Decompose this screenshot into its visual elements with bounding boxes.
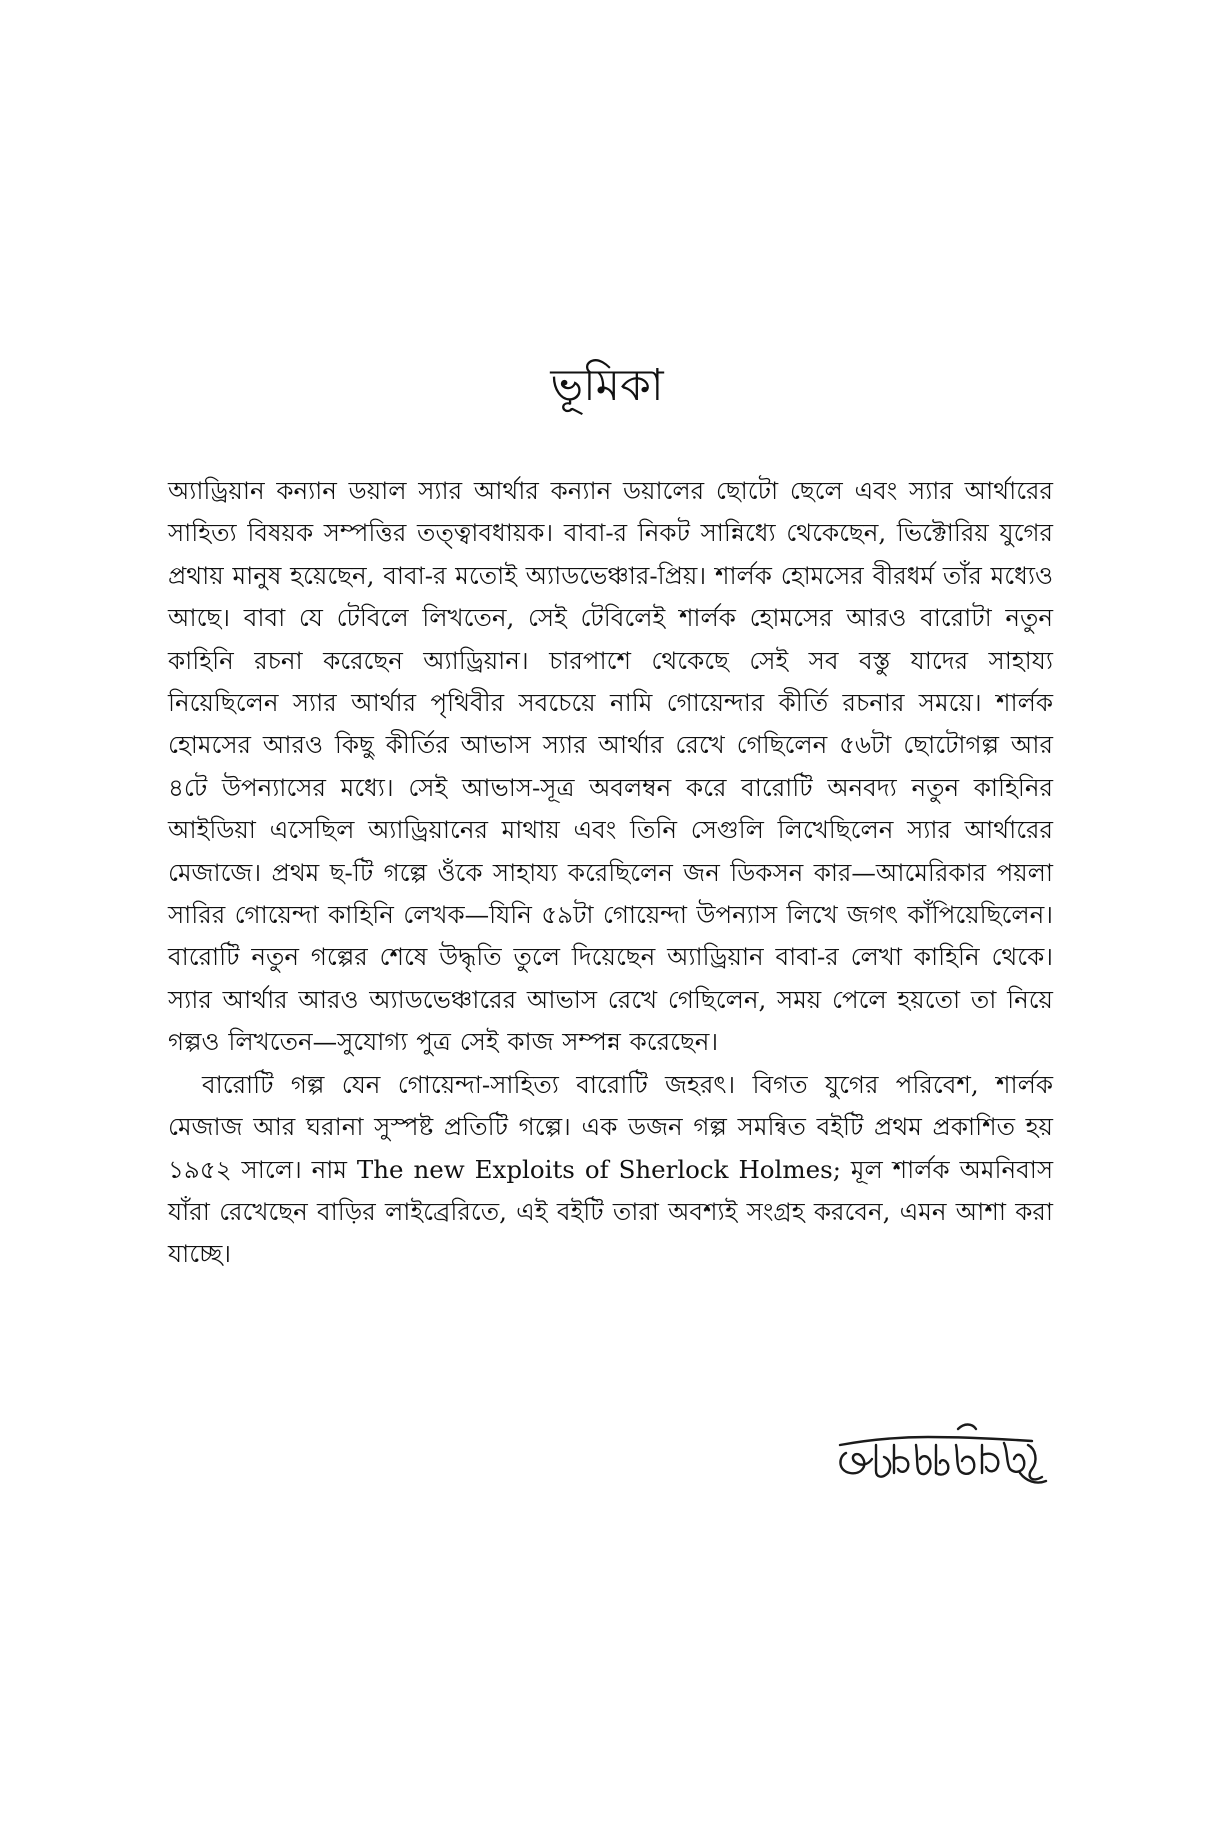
handwritten-signature bbox=[832, 1415, 1062, 1495]
paragraph-1: অ্যাড্রিয়ান কন্যান ডয়াল স্যার আর্থার কন্যান ডয়ালের ছোটো ছেলে এবং স্যার আর্থারের সাহিত্য বিষয়ক সম্পত্তির তত্ত্বাবধায়ক। বাবা-র নিকট সান্নিধ্যে থেকেছেন, ভিক্টোরিয় যুগের প্রথায় মানুষ হয়েছেন, বাবা-র মতোই অ্যাডভেঞ্চার-প্রিয়। শার্লক হোমসের বীরধর্ম তাঁর মধ্যেও আছে। বাবা যে টেবিলে লিখতেন, সেই টেবিলেই শার্লক হোমসের আরও বারোটা নতুন কাহিনি রচনা করেছেন অ্যাড্রিয়ান। চারপাশে থেকেছে সেই সব বস্তু যাদের সাহায্য নিয়েছিলেন স্যার আর্থার পৃথিবীর সবচেয়ে নামি গোয়েন্দার কীর্তি রচনার সময়ে। শার্লক হোমসের আরও কিছু কীর্তির আভাস স্যার আর্থার রেখে গেছিলেন ৫৬টা ছোটোগল্প আর ৪টে উপন্যাসের মধ্যে। সেই আভাস-সূত্র অবলম্বন করে বারোটি অনবদ্য নতুন কাহিনির আইডিয়া এসেছিল অ্যাড্রিয়ানের মাথায় এবং তিনি সেগুলি লিখেছিলেন স্যার আর্থারের মেজাজে। প্রথম ছ-টি গল্পে ওঁকে সাহায্য করেছিলেন জন ডিকসন কার—আমেরিকার পয়লা সারির গোয়েন্দা কাহিনি লেখক—যিনি ৫৯টা গোয়েন্দা উপন্যাস লিখে জগৎ কাঁপিয়েছিলেন। বারোটি নতুন গল্পের শেষে উদ্ধৃতি তুলে দিয়েছেন অ্যাড্রিয়ান বাবা-র লেখা কাহিনি থেকে। স্যার আর্থার আরও অ্যাডভেঞ্চারের আভাস রেখে গেছিলেন, সময় পেলে হয়তো তা নিয়ে গল্পও লিখতেন—সুযোগ্য পুত্র সেই কাজ সম্পন্ন করেছেন। bbox=[168, 476, 1053, 1057]
preface-body bbox=[168, 470, 1053, 1276]
page-title: ভূমিকা bbox=[550, 360, 664, 411]
paragraph-2: বারোটি গল্প যেন গোয়েন্দা-সাহিত্য বারোটি জহরৎ। বিগত যুগের পরিবেশ, শার্লক মেজাজ আর ঘরানা সুস্পষ্ট প্রতিটি গল্পে। এক ডজন গল্প সমন্বিত বইটি প্রথম প্রকাশিত হয় ১৯৫২ সালে। নাম The new Exploits of Sherlock Holmes; মূল শার্লক অমনিবাস যাঁরা রেখেছেন বাড়ির লাইব্রেরিতে, এই বইটি তারা অবশ্যই সংগ্রহ করবেন, এমন আশা করা যাচ্ছে। bbox=[168, 1069, 1053, 1269]
